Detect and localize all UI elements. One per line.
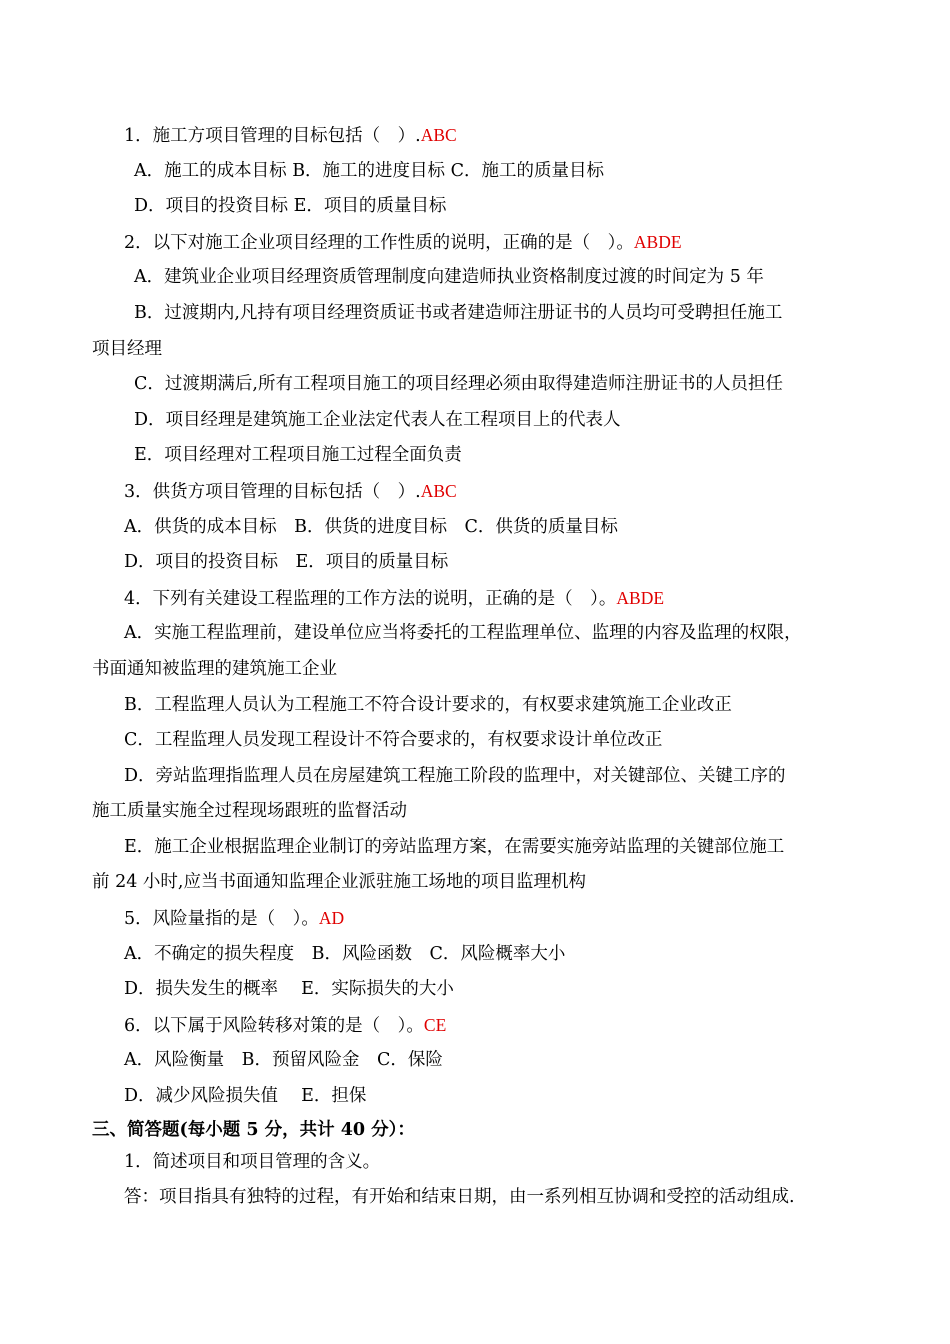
question-2-option-e: E．项目经理对工程项目施工过程全面负责 — [134, 445, 462, 466]
question-5-options-row-1: A．不确定的损失程度 B．风险函数 C．风险概率大小 — [124, 943, 566, 964]
answer-key: ABC — [420, 125, 457, 145]
question-4-option-e-cont: 前 24 小时,应当书面通知监理企业派驻施工场地的项目监理机构 — [92, 872, 586, 893]
question-2-option-b: B．过渡期内,凡持有项目经理资质证书或者建造师注册证书的人员均可受聘担任施工 — [134, 302, 783, 323]
section-3-answer-1: 答：项目指具有独特的过程，有开始和结束日期，由一系列相互协调和受控的活动组成. — [124, 1187, 795, 1208]
question-3-stem — [0, 474, 950, 510]
stem-text: 6．以下属于风险转移对策的是（ ）。 — [124, 1015, 424, 1036]
question-2-stem — [0, 225, 950, 261]
answer-key: ABC — [420, 480, 457, 501]
question-6-options-row-2: D．减少风险损失值 E．担保 — [124, 1086, 367, 1107]
question-4-option-a: A．实施工程监理前，建设单位应当将委托的工程监理单位、监理的内容及监理的权限， — [124, 623, 802, 644]
question-4-option-c: C．工程监理人员发现工程设计不符合要求的，有权要求设计单位改正 — [124, 730, 663, 751]
question-4-option-d-cont: 施工质量实施全过程现场跟班的监督活动 — [92, 801, 407, 822]
question-2-option-a: A．建筑业企业项目经理资质管理制度向建造师执业资格制度过渡的时间定为 5 年 — [134, 267, 764, 288]
question-4-option-d: D．旁站监理指监理人员在房屋建筑工程施工阶段的监理中，对关键部位、关键工序的 — [124, 765, 786, 786]
question-4-option-a-cont: 书面通知被监理的建筑施工企业 — [92, 658, 337, 679]
question-4-stem — [0, 581, 950, 617]
question-1-options-row-1: A．施工的成本目标 B．施工的进度目标 C．施工的质量目标 — [134, 160, 605, 181]
section-3-question-1: 1．简述项目和项目管理的含义。 — [124, 1151, 381, 1172]
question-1-stem — [0, 118, 950, 154]
question-3-options-row-2: D．项目的投资目标 E．项目的质量目标 — [124, 552, 449, 573]
question-5-stem — [0, 901, 950, 937]
question-5-options-row-2: D．损失发生的概率 E．实际损失的大小 — [124, 979, 454, 1000]
answer-key: AD — [318, 908, 345, 929]
stem-text: 1．施工方项目管理的目标包括（ ）. — [124, 126, 421, 146]
answer-key: ABDE — [616, 587, 665, 608]
question-2-option-c: C．过渡期满后,所有工程项目施工的项目经理必须由取得建造师注册证书的人员担任 — [134, 374, 783, 395]
question-6-stem — [0, 1008, 950, 1044]
question-6-options-row-1: A．风险衡量 B．预留风险金 C．保险 — [124, 1050, 443, 1071]
stem-text: 3．供货方项目管理的目标包括（ ）. — [124, 481, 421, 502]
question-1-options-row-2: D．项目的投资目标 E．项目的质量目标 — [134, 196, 447, 217]
answer-key: ABDE — [633, 231, 682, 252]
question-2-option-b-cont: 项目经理 — [92, 338, 162, 359]
stem-text: 5．风险量指的是（ ）。 — [124, 909, 319, 930]
stem-text: 4．下列有关建设工程监理的工作方法的说明，正确的是（ ）。 — [124, 588, 617, 609]
section-3-heading: 三、简答题(每小题 5 分，共计 40 分）： — [92, 1119, 415, 1140]
question-2-option-d: D．项目经理是建筑施工企业法定代表人在工程项目上的代表人 — [134, 409, 621, 430]
question-4-option-b: B．工程监理人员认为工程施工不符合设计要求的，有权要求建筑施工企业改正 — [124, 694, 732, 715]
question-3-options-row-1: A．供货的成本目标 B．供货的进度目标 C．供货的质量目标 — [124, 516, 618, 537]
question-4-option-e: E．施工企业根据监理企业制订的旁站监理方案，在需要实施旁站监理的关键部位施工 — [124, 836, 785, 857]
stem-text: 2．以下对施工企业项目经理的工作性质的说明，正确的是（ ）。 — [124, 232, 634, 253]
answer-key: CE — [423, 1014, 447, 1035]
